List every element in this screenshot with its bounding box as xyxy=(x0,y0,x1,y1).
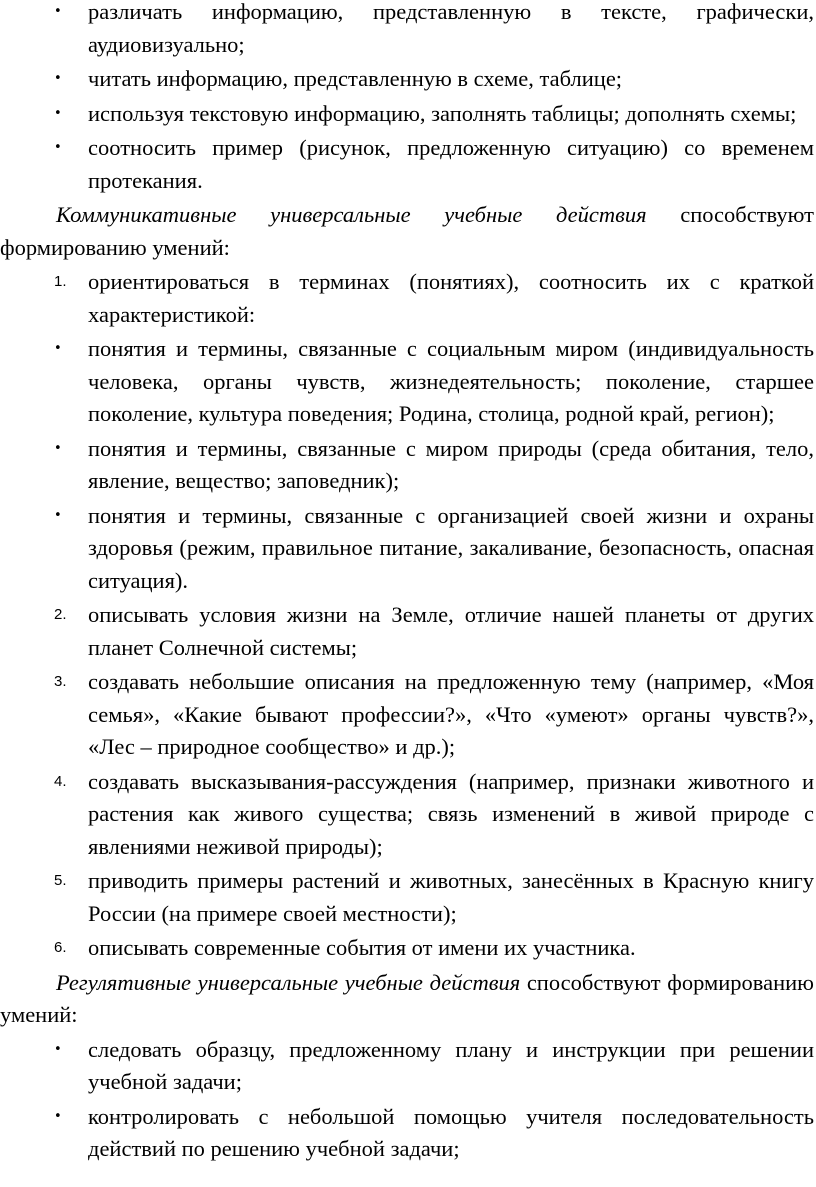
list-item xyxy=(0,865,816,930)
italic-term: Регулятивные универсальные учебные действия xyxy=(56,969,521,995)
list-item xyxy=(0,266,816,331)
bullet-marker: • xyxy=(54,440,62,456)
bullet-marker: • xyxy=(54,507,62,523)
bullet-marker: • xyxy=(54,140,62,155)
list-item xyxy=(0,666,816,764)
list-item xyxy=(0,1101,816,1166)
list-item-text: описывать современные события от имени их участника. xyxy=(88,935,636,960)
paragraph-text: способствуют формированию умений: xyxy=(0,202,815,260)
number-marker: 6. xyxy=(54,939,67,956)
italic-term: Коммуникативные универсальные учебные действия xyxy=(56,202,647,227)
bullet-marker: • xyxy=(54,1108,62,1124)
bullet-marker: • xyxy=(54,105,62,121)
paragraph-regulatory xyxy=(0,967,816,1032)
number-marker: 2. xyxy=(54,606,67,623)
list-item-text: ориентироваться в терминах (понятиях), соотносить их с краткой характеристикой: xyxy=(88,269,814,327)
list-item xyxy=(0,500,816,598)
list-item xyxy=(0,63,816,96)
list-item xyxy=(0,599,816,664)
list-item xyxy=(0,132,816,197)
number-marker: 3. xyxy=(54,673,67,690)
list-item xyxy=(0,932,816,965)
number-marker: 5. xyxy=(54,872,67,889)
list-item xyxy=(0,0,816,61)
list-item-text: описывать условия жизни на Земле, отличие нашей планеты от других планет Солнечной системы; xyxy=(88,602,814,660)
bullet-list xyxy=(0,1034,816,1166)
bullet-marker: • xyxy=(54,1041,62,1057)
list-item xyxy=(0,98,816,131)
list-item xyxy=(0,433,816,498)
list-item-text: читать информацию, представленную в схеме, таблице; xyxy=(88,66,623,91)
list-item-text: приводить примеры растений и животных, занесённых в Красную книгу России (на примере своей местности); xyxy=(88,868,814,926)
bullet-marker: • xyxy=(54,4,62,19)
mixed-list xyxy=(0,266,816,965)
number-marker: 4. xyxy=(54,772,67,790)
list-item-text: следовать образцу, предложенному плану и инструкции при решении учебной задачи; xyxy=(88,1036,814,1094)
list-item xyxy=(0,1034,816,1099)
list-item xyxy=(0,766,816,864)
number-marker: 1. xyxy=(54,273,67,290)
list-item-text: контролировать с небольшой помощью учителя последовательность действий по решению учебной задачи; xyxy=(88,1103,814,1161)
bullet-list xyxy=(0,0,816,197)
paragraph-communicative xyxy=(0,199,816,264)
paragraph-text: способствуют формированию умений: xyxy=(0,969,814,1027)
list-item-text: создавать небольшие описания на предложенную тему (например, «Моя семья», «Какие бывают профессии?», «Что «умеют» органы чувств?», «Лес – природное сообщество» и др.); xyxy=(88,669,814,759)
bullet-marker: • xyxy=(54,341,62,356)
list-item-text: понятия и термины, связанные с организацией своей жизни и охраны здоровья (режим, правильное питание, закаливание, безопасность, опасная ситуация). xyxy=(88,502,814,593)
list-item-text: создавать высказывания-рассуждения (например, признаки животного и растения как живого существа; связь изменений в живой природе с явлениями неживой природы); xyxy=(88,768,814,859)
list-item-text: используя текстовую информацию, заполнять таблицы; дополнять схемы; xyxy=(88,100,797,126)
list-item-text: соотносить пример (рисунок, предложенную ситуацию) со временем протекания. xyxy=(88,135,814,193)
list-item-text: понятия и термины, связанные с миром природы (среда обитания, тело, явление, вещество; заповедник); xyxy=(88,435,814,493)
bullet-marker: • xyxy=(54,71,62,86)
list-item-text: различать информацию, представленную в тексте, графически, аудиовизуально; xyxy=(88,0,814,57)
list-item-text: понятия и термины, связанные с социальным миром (индивидуальность человека, органы чувств, жизнедеятельность; поколение, старшее поколение, культура поведения; Родина, столица, родной край, регион); xyxy=(88,336,814,426)
list-item xyxy=(0,333,816,431)
